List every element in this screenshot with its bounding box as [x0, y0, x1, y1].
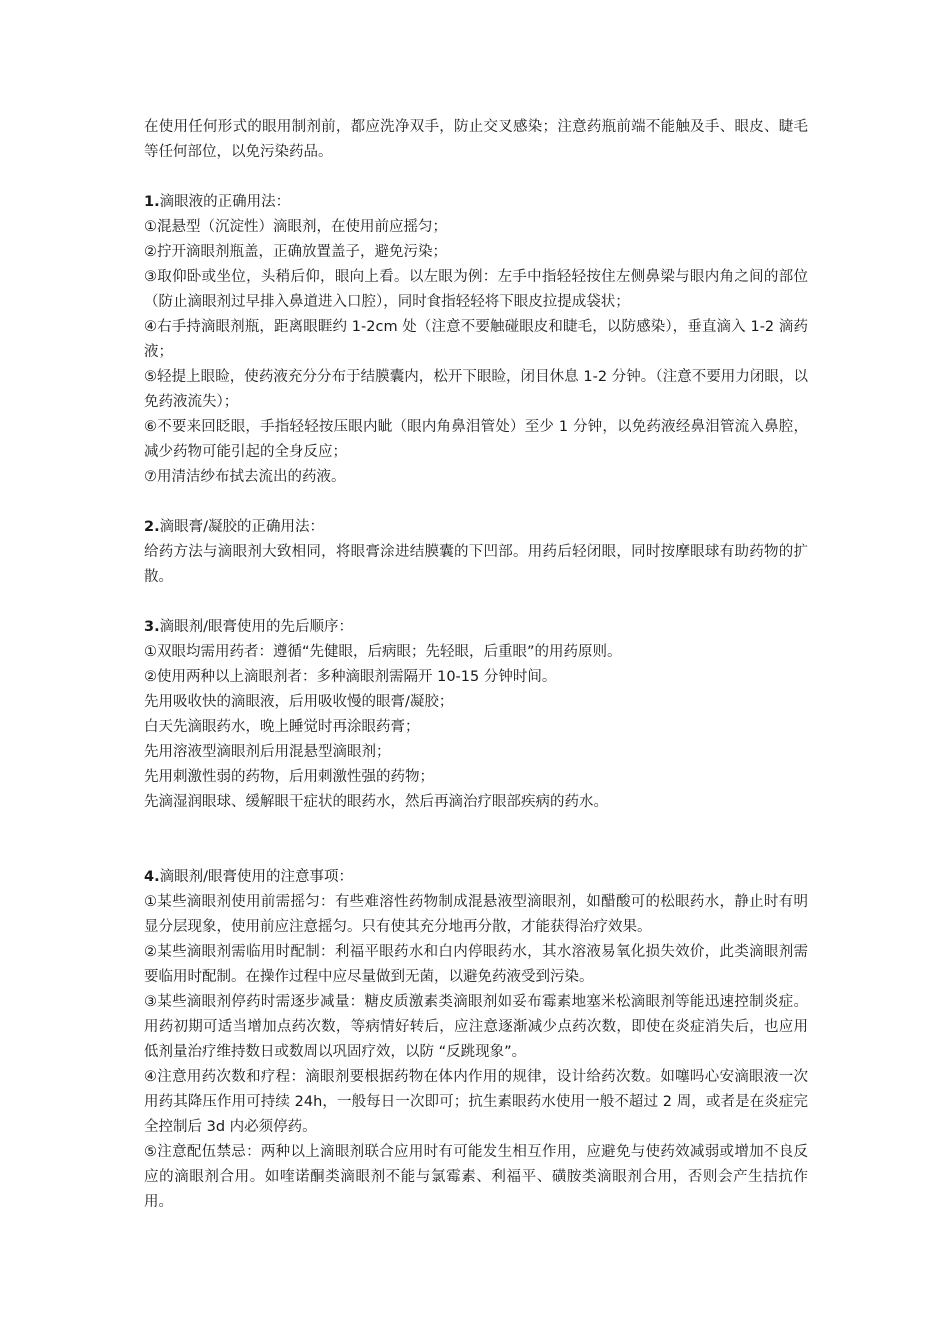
section-line: ⑦用清洁纱布拭去流出的药液。	[144, 469, 346, 485]
section-line: ①双眼均需用药者：遵循“先健眼，后病眼；先轻眼，后重眼”的用药原则。	[144, 644, 622, 660]
section-heading	[144, 865, 808, 890]
section-2	[144, 515, 808, 590]
section-title: 滴眼剂/眼膏使用的注意事项：	[159, 869, 353, 885]
section-line: ②某些滴眼剂需临用时配制：利福平眼药水和白内停眼药水，其水溶液易氧化损失效价，此类滴眼剂需要临用时配制。在操作过程中应尽量做到无菌，以避免药液受到污染。	[144, 944, 808, 985]
section-line: ②拧开滴眼剂瓶盖，正确放置盖子，避免污染；	[144, 244, 447, 260]
section-line: ①混悬型（沉淀性）滴眼剂，在使用前应摇匀；	[144, 219, 447, 235]
spacer	[144, 490, 808, 515]
section-3	[144, 615, 808, 815]
section-line: ⑥不要来回眨眼，手指轻轻按压眼内眦（眼内角鼻泪管处）至少 1 分钟，以免药液经鼻泪管流入鼻腔，减少药物可能引起的全身反应；	[144, 419, 808, 460]
section-number: 3.	[144, 619, 160, 635]
section-line: ④右手持滴眼剂瓶，距离眼睚约 1-2cm 处（注意不要触碰眼皮和睫毛，以防感染），垂直滴入 1-2 滴药液；	[144, 319, 808, 360]
section-heading	[144, 190, 808, 215]
spacer	[144, 590, 808, 615]
section-number: 4.	[144, 869, 160, 885]
section-line: 先滴湿润眼球、缓解眼干症状的眼药水，然后再滴治疗眼部疾病的药水。	[144, 794, 608, 810]
section-line: ④注意用药次数和疗程：滴眼剂要根据药物在体内作用的规律，设计给药次数。如噻吗心安滴眼液一次用药其降压作用可持续 24h，一般每日一次即可；抗生素眼药水使用一般不超过 2 周，或者是在炎症完全控制后 3d 内必须停药。	[144, 1069, 808, 1135]
spacer	[144, 165, 808, 190]
section-title: 滴眼液的正确用法：	[159, 194, 291, 210]
section-line: ⑤轻提上眼睑，使药液充分分布于结膜囊内，松开下眼睑，闭目休息 1-2 分钟。（注意不要用力闭眼，以免药液流失）；	[144, 369, 808, 410]
section-line: 白天先滴眼药水，晚上睡觉时再涂眼药膏；	[144, 719, 420, 735]
section-line: ③取仰卧或坐位，头稍后仰，眼向上看。以左眼为例：左手中指轻轻按住左侧鼻梁与眼内角之间的部位（防止滴眼剂过早排入鼻道进入口腔），同时食指轻轻将下眼皮拉提成袋状；	[144, 269, 808, 310]
section-number: 1.	[144, 194, 160, 210]
section-heading	[144, 515, 808, 540]
section-4	[144, 865, 808, 1215]
section-line: 先用吸收快的滴眼液，后用吸收慢的眼膏/凝胶；	[144, 694, 454, 710]
section-title: 滴眼膏/凝胶的正确用法：	[159, 519, 324, 535]
section-line: 先用刺激性弱的药物，后用刺激性强的药物；	[144, 769, 434, 785]
spacer	[144, 815, 808, 865]
section-1	[144, 190, 808, 490]
section-line: ②使用两种以上滴眼剂者：多种滴眼剂需隔开 10-15 分钟时间。	[144, 669, 557, 685]
section-heading	[144, 615, 808, 640]
section-number: 2.	[144, 519, 160, 535]
section-line: ③某些滴眼剂停药时需逐步减量：糖皮质激素类滴眼剂如妥布霉素地塞米松滴眼剂等能迅速控制炎症。用药初期可适当增加点药次数，等病情好转后，应注意逐渐减少点药次数，即使在炎症消失后，也应用低剂量治疗维持数日或数周以巩固疗效，以防 “反跳现象”。	[144, 994, 808, 1060]
intro-paragraph: 在使用任何形式的眼用制剂前，都应洗净双手，防止交叉感染；注意药瓶前端不能触及手、眼皮、睫毛等任何部位，以免污染药品。	[144, 119, 808, 160]
section-title: 滴眼剂/眼膏使用的先后顺序：	[159, 619, 353, 635]
document-body	[144, 115, 808, 1215]
section-line: 先用溶液型滴眼剂后用混悬型滴眼剂；	[144, 744, 391, 760]
section-line: 给药方法与滴眼剂大致相同，将眼膏涂进结膜囊的下凹部。用药后轻闭眼，同时按摩眼球有助药物的扩散。	[144, 544, 808, 585]
section-line: ①某些滴眼剂使用前需摇匀：有些难溶性药物制成混悬液型滴眼剂，如醋酸可的松眼药水，静止时有明显分层现象，使用前应注意摇匀。只有使其充分地再分散，才能获得治疗效果。	[144, 894, 808, 935]
section-line: ⑤注意配伍禁忌：两种以上滴眼剂联合应用时有可能发生相互作用，应避免与使药效减弱或增加不良反应的滴眼剂合用。如喹诺酮类滴眼剂不能与氯霉素、利福平、磺胺类滴眼剂合用，否则会产生拮抗作用。	[144, 1144, 808, 1210]
